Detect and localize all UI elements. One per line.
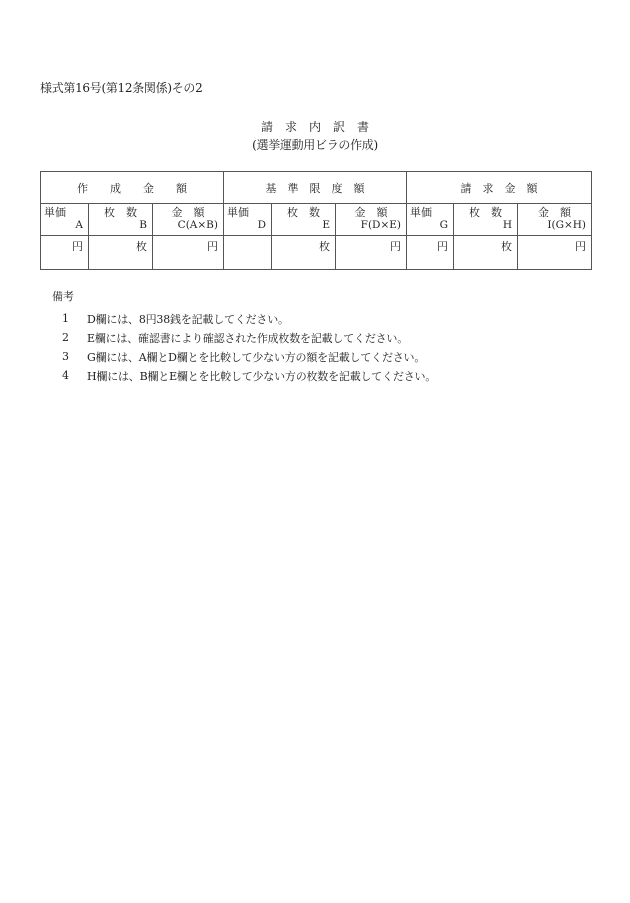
value-cell-d[interactable] [224, 236, 272, 270]
value-cell-g[interactable]: 円 [407, 236, 454, 270]
value-cell-e[interactable]: 枚 [272, 236, 336, 270]
value-cell-c[interactable]: 円 [153, 236, 224, 270]
col-header-a: 単価 A [41, 204, 89, 236]
group-header-row [41, 172, 592, 204]
col-header-i: 金 額 I(G×H) [518, 204, 592, 236]
col-header-g: 単価 G [407, 204, 454, 236]
document-subtitle: (選挙運動用ビラの作成) [252, 138, 378, 152]
col-header-b: 枚 数 B [89, 204, 153, 236]
form-identifier: 様式第16号(第12条関係)その2 [40, 81, 203, 95]
group-creation-amount: 作 成 金 額 [41, 172, 224, 204]
value-row [41, 236, 592, 270]
col-header-c: 金 額 C(A×B) [153, 204, 224, 236]
value-cell-h[interactable]: 枚 [454, 236, 518, 270]
note-item: 1 D欄には、8円38銭を記載してください。 [62, 312, 289, 326]
group-claim-amount: 請 求 金 額 [407, 172, 592, 204]
value-cell-b[interactable]: 枚 [89, 236, 153, 270]
value-cell-i[interactable]: 円 [518, 236, 592, 270]
breakdown-table [40, 171, 592, 270]
notes-title: 備考 [52, 290, 74, 303]
document-title: 請 求 内 訳 書 [260, 120, 369, 134]
col-header-f: 金 額 F(D×E) [336, 204, 407, 236]
note-item: 2 E欄には、確認書により確認された作成枚数を記載してください。 [62, 331, 409, 345]
value-cell-a[interactable]: 円 [41, 236, 89, 270]
value-cell-f[interactable]: 円 [336, 236, 407, 270]
col-header-h: 枚 数 H [454, 204, 518, 236]
note-item: 3 G欄には、A欄とD欄とを比較して少ない方の額を記載してください。 [62, 350, 426, 364]
col-header-d: 単価 D [224, 204, 272, 236]
note-item: 4 H欄には、B欄とE欄とを比較して少ない方の枚数を記載してください。 [62, 369, 437, 383]
col-header-e: 枚 数 E [272, 204, 336, 236]
subheader-row [41, 204, 592, 236]
group-base-limit: 基 準 限 度 額 [224, 172, 407, 204]
notes-section [52, 288, 436, 385]
